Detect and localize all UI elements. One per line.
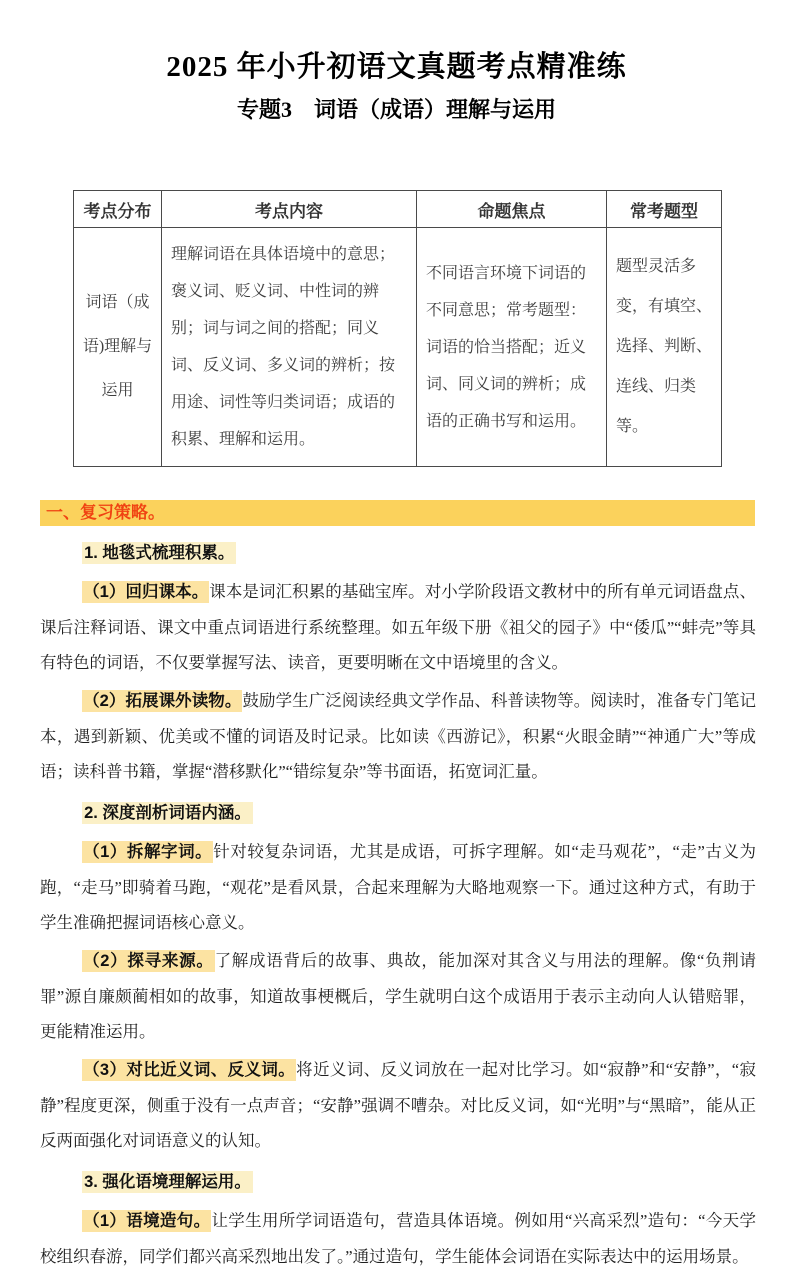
table-header-content: 考点内容 <box>162 191 417 228</box>
strategy-2-item-2 <box>40 943 756 1049</box>
strategy-2-item-1 <box>40 834 756 940</box>
strategy-2-item-2-lead: （2）探寻来源。 <box>83 952 214 970</box>
strategy-1-heading <box>40 535 756 571</box>
cell-content: 理解词语在具体语境中的意思；褒义词、贬义词、中性词的辨别；词与词之间的搭配；同义词、反义词、多义词的辨析；按用途、词性等归类词语；成语的积累、理解和运用。 <box>162 228 417 467</box>
cell-types: 题型灵活多变，有填空、选择、判断、连线、归类等。 <box>607 228 722 467</box>
strategy-1-item-1-text: 课本是词汇积累的基础宝库。对小学阶段语文教材中的所有单元词语盘点、课后注释词语、课文中重点词语进行系统整理。如五年级下册《祖父的园子》中“倭瓜”“蚌壳”等具有特色的词语，不仅要掌握写法、读音，更要明晰在文中语境里的含义。 <box>40 582 756 672</box>
cell-distribution: 词语（成语)理解与运用 <box>74 228 162 467</box>
strategy-1-item-2 <box>40 683 756 789</box>
strategy-2-item-1-text: 针对较复杂词语，尤其是成语，可拆字理解。如“走马观花”，“走”古义为跑，“走马”即骑着马跑，“观花”是看风景，合起来理解为大略地观察一下。通过这种方式，有助于学生准确把握词语核心意义。 <box>40 842 756 932</box>
strategy-2-item-1-lead: （1）拆解字词。 <box>83 843 213 861</box>
strategy-2-item-3-lead: （3）对比近义词、反义词。 <box>83 1061 296 1079</box>
section-banner <box>40 500 755 526</box>
exam-points-table <box>73 190 722 467</box>
strategy-2-heading <box>40 795 756 831</box>
strategy-1-heading-label: 1. 地毯式梳理积累。 <box>84 544 235 562</box>
table-header-focus: 命题焦点 <box>417 191 607 228</box>
table-row <box>74 228 722 467</box>
cell-focus: 不同语言环境下词语的不同意思；常考题型：词语的恰当搭配；近义词、同义词的辨析；成语的正确书写和运用。 <box>417 228 607 467</box>
strategy-2-item-3-text: 将近义词、反义词放在一起对比学习。如“寂静”和“安静”，“寂静”程度更深，侧重于没有一点声音；“安静”强调不嘈杂。对比反义词，如“光明”与“黑暗”，能从正反两面强化对词语意义的认知。 <box>40 1060 756 1150</box>
page-title: 2025 年小升初语文真题考点精准练 <box>166 51 627 83</box>
table-header-distribution: 考点分布 <box>74 191 162 228</box>
strategy-3-item-1-lead: （1）语境造句。 <box>83 1212 211 1230</box>
strategy-3-heading <box>40 1164 756 1200</box>
strategy-2-item-3 <box>40 1052 756 1158</box>
strategy-1-item-1-lead: （1）回归课本。 <box>83 583 209 601</box>
strategy-3-item-1 <box>40 1203 756 1274</box>
strategies-content <box>40 535 756 1274</box>
table-header-types: 常考题型 <box>607 191 722 228</box>
strategy-1-item-1 <box>40 574 756 680</box>
page-subtitle: 专题3 词语（成语）理解与运用 <box>236 97 556 122</box>
table-header-row <box>74 191 722 228</box>
strategy-3-item-1-text: 让学生用所学词语造句，营造具体语境。例如用“兴高采烈”造句：“今天学校组织春游，同学们都兴高采烈地出发了。”通过造句，学生能体会词语在实际表达中的运用场景。 <box>40 1211 756 1266</box>
strategy-1-item-2-lead: （2）拓展课外读物。 <box>83 692 242 710</box>
strategy-2-heading-label: 2. 深度剖析词语内涵。 <box>84 804 251 822</box>
document-page <box>0 44 793 1274</box>
strategy-3-heading-label: 3. 强化语境理解运用。 <box>84 1173 251 1191</box>
strategy-2-item-2-text: 了解成语背后的故事、典故，能加深对其含义与用法的理解。像“负荆请罪”源自廉颇蔺相如的故事，知道故事梗概后，学生就明白这个成语用于表示主动向人认错赔罪，更能精准运用。 <box>40 951 756 1041</box>
section-banner-label: 一、复习策略。 <box>46 503 165 522</box>
strategy-1-item-2-text: 鼓励学生广泛阅读经典文学作品、科普读物等。阅读时，准备专门笔记本，遇到新颖、优美或不懂的词语及时记录。比如读《西游记》，积累“火眼金睛”“神通广大”等成语；读科普书籍，掌握“潜移默化”“错综复杂”等书面语，拓宽词汇量。 <box>40 691 757 781</box>
